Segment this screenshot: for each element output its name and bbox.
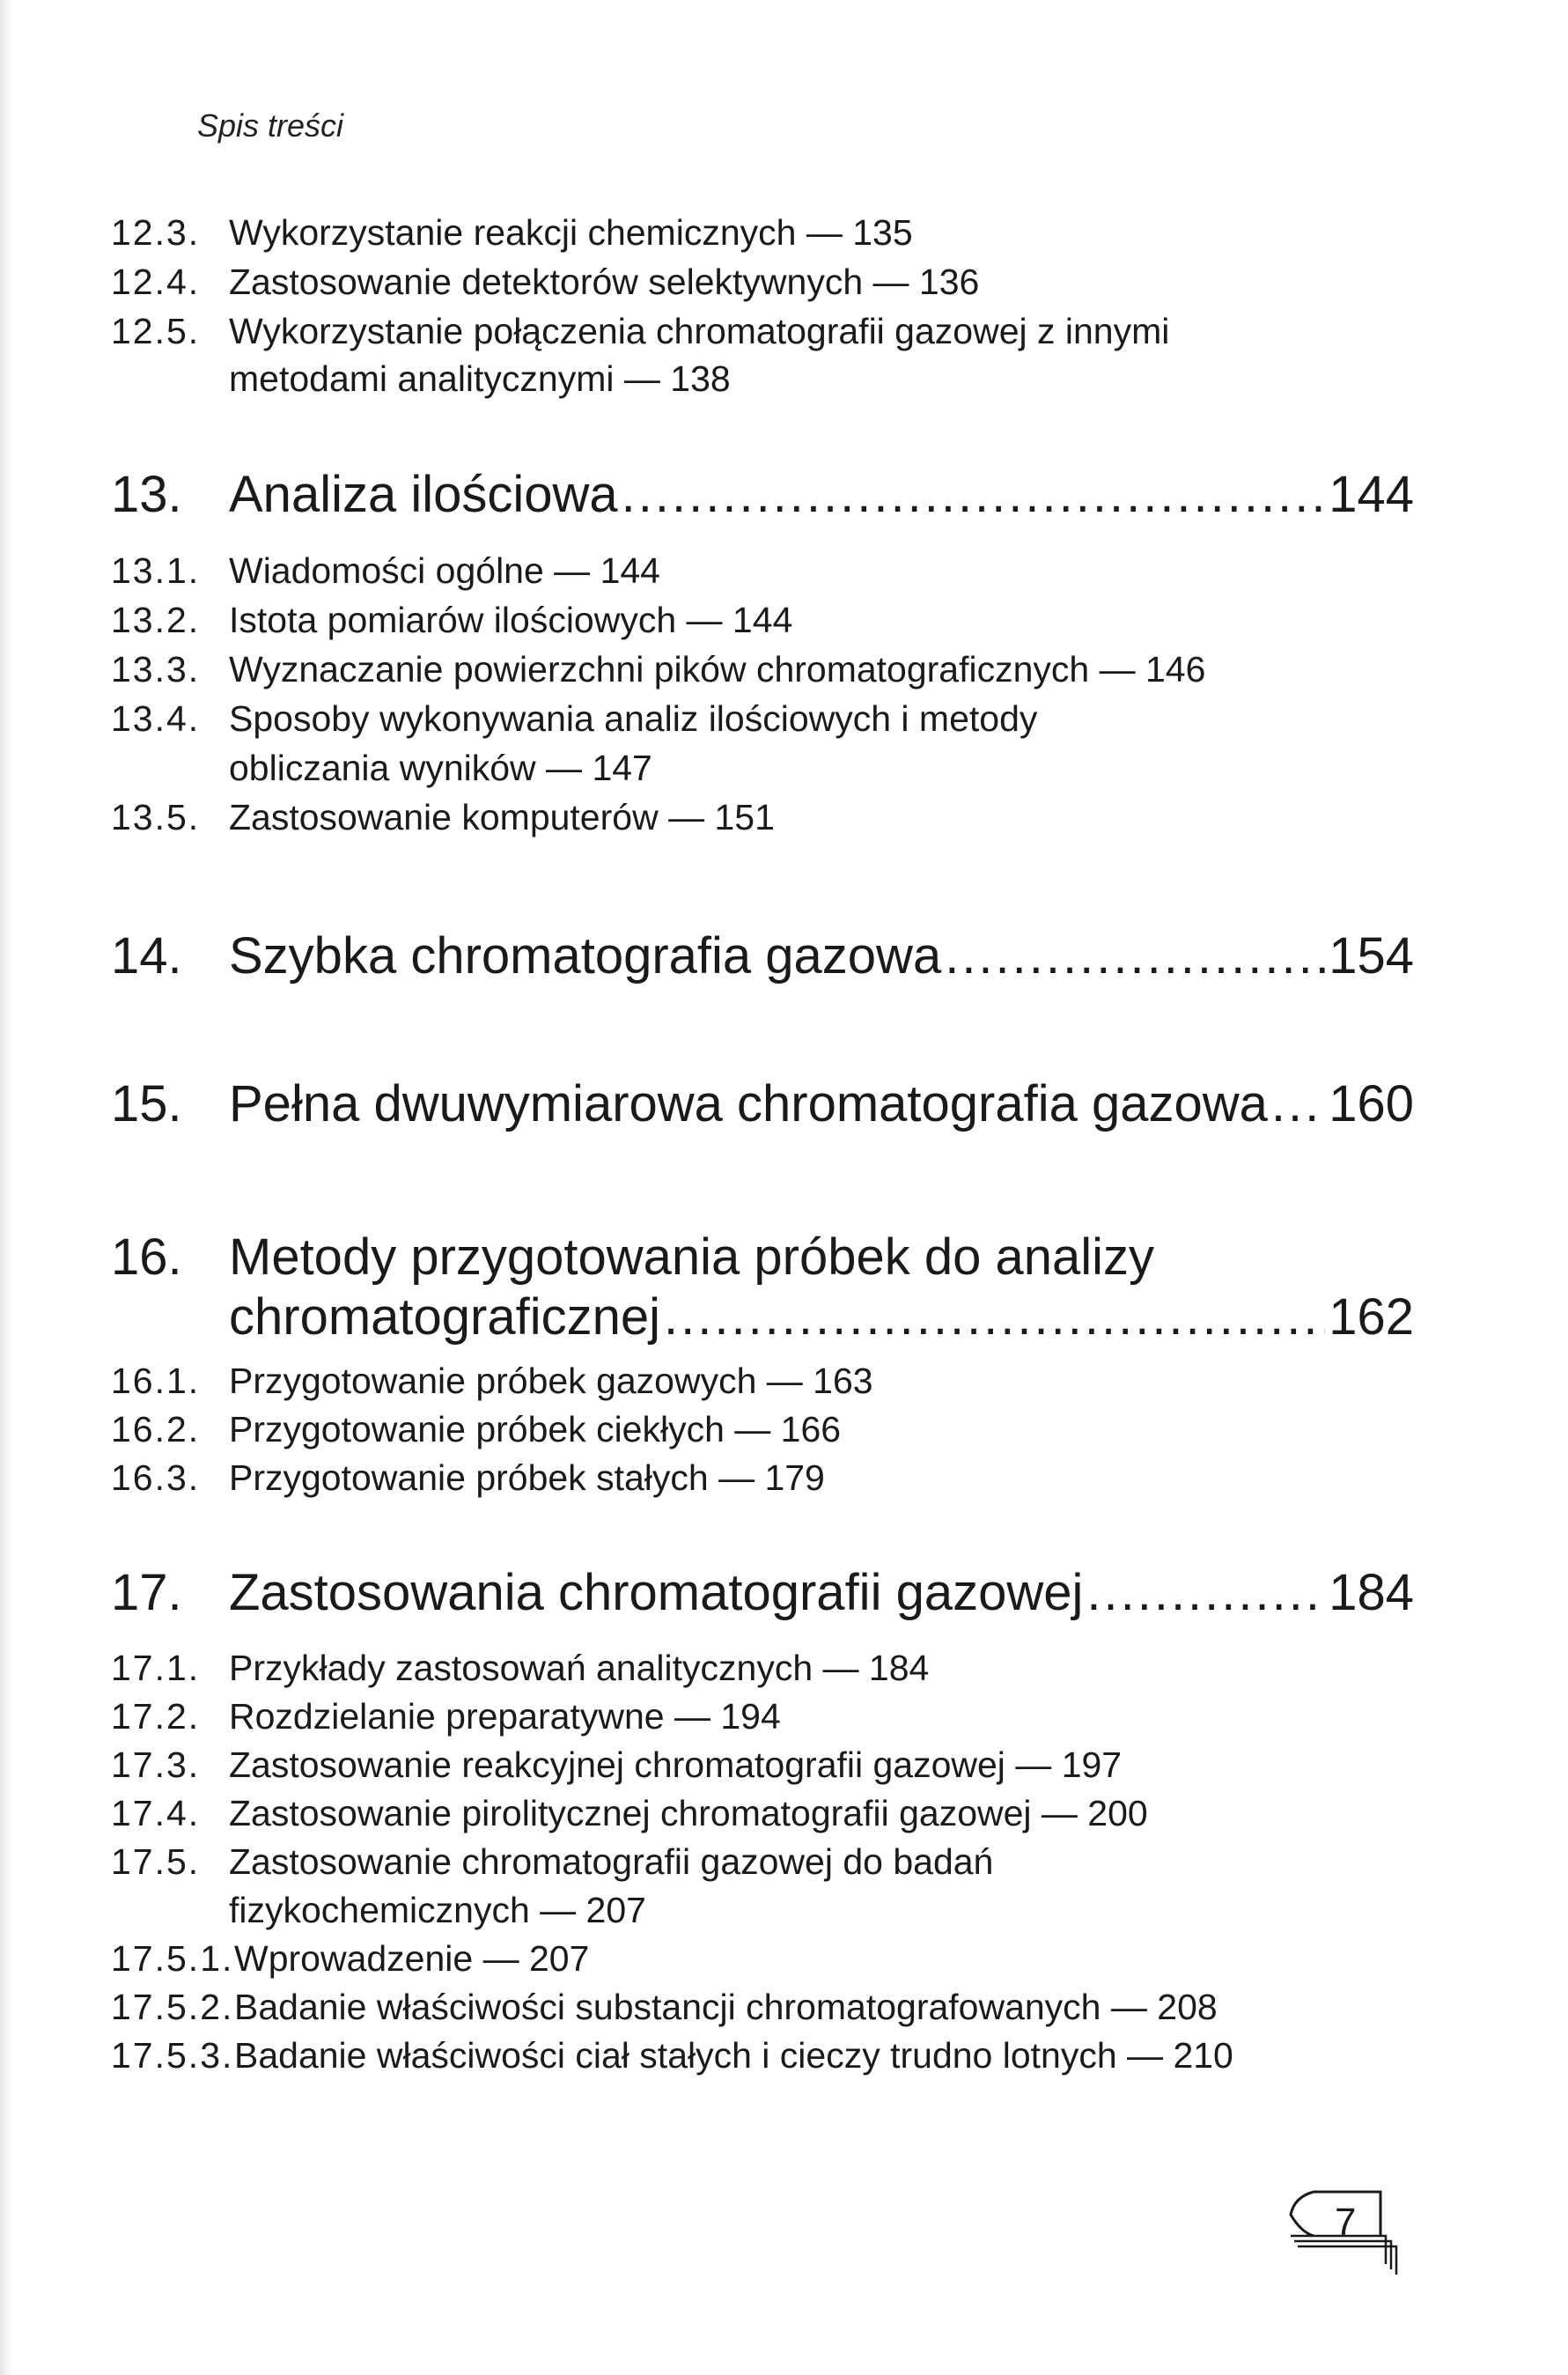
toc-entry-title-line-1: Sposoby wykonywania analiz ilościowych i metody	[229, 698, 1038, 739]
page-number-badge	[1285, 2188, 1409, 2276]
chapter-number: 16.	[111, 1228, 182, 1286]
chapter-page: 160	[1329, 1075, 1414, 1132]
toc-entry-title: Przykłady zastosowań analitycznych — 184	[229, 1648, 930, 1688]
scan-edge-shadow	[0, 0, 12, 2375]
toc-entry-number: 17.5.3.	[111, 2035, 234, 2076]
toc-entry-title: Wprowadzenie — 207	[234, 1938, 590, 1979]
toc-entry-number: 16.1.	[111, 1361, 201, 1401]
toc-entry-title-line-1: Zastosowanie chromatografii gazowej do badań	[229, 1841, 994, 1882]
chapter-title-line-2: chromatograficznej	[229, 1288, 660, 1346]
toc-entry-number: 17.5.2.	[111, 1987, 234, 2027]
chapter-page: 184	[1329, 1564, 1414, 1621]
toc-entry-title-line-1: Wykorzystanie połączenia chromatografii gazowej z innymi	[229, 311, 1170, 351]
toc-entry-number: 17.2.	[111, 1696, 201, 1737]
toc-entry-number: 13.3.	[111, 649, 201, 690]
toc-entry-number: 16.3.	[111, 1457, 201, 1498]
chapter-page: 162	[1329, 1288, 1414, 1346]
toc-entry-number: 17.1.	[111, 1648, 201, 1688]
chapter-title: Analiza ilościowa	[229, 466, 618, 523]
chapter-title-line-1: Metody przygotowania próbek do analizy	[229, 1228, 1155, 1286]
chapter-page: 144	[1329, 466, 1414, 523]
toc-entry-title: Badanie właściwości substancji chromatografowanych — 208	[234, 1987, 1218, 2027]
toc-entry-title: Istota pomiarów ilościowych — 144	[229, 600, 793, 640]
running-header: Spis treści	[197, 107, 344, 144]
toc-entry-number: 12.4.	[111, 262, 201, 302]
toc-entry-number: 12.3.	[111, 212, 201, 253]
chapter-number: 13.	[111, 466, 182, 523]
toc-entry-title: Przygotowanie próbek stałych — 179	[229, 1457, 825, 1498]
toc-entry-title: Zastosowanie pirolitycznej chromatografii gazowej — 200	[229, 1793, 1148, 1833]
toc-entry-title: Wiadomości ogólne — 144	[229, 550, 660, 591]
toc-entry-title: Rozdzielanie preparatywne — 194	[229, 1696, 781, 1737]
dot-leader	[622, 463, 1326, 527]
toc-entry-title: Wykorzystanie reakcji chemicznych — 135	[229, 212, 913, 253]
dot-leader	[1086, 1561, 1325, 1625]
toc-entry-number: 13.2.	[111, 600, 201, 640]
toc-entry-title: Przygotowanie próbek ciekłych — 166	[229, 1409, 842, 1449]
toc-entry-title: Zastosowanie reakcyjnej chromatografii gazowej — 197	[229, 1744, 1123, 1785]
toc-entry-title: Zastosowanie detektorów selektywnych — 136	[229, 262, 980, 302]
page-number: 7	[1335, 2201, 1357, 2244]
chapter-page: 154	[1329, 927, 1414, 985]
toc-entry-number: 17.3.	[111, 1744, 201, 1785]
toc-entry-number: 13.5.	[111, 797, 201, 837]
toc-entry-number: 12.5.	[111, 311, 201, 351]
toc-entry-title-line-2: fizykochemicznych — 207	[229, 1890, 646, 1930]
toc-entry-number: 16.2.	[111, 1409, 201, 1449]
dot-leader	[945, 925, 1325, 988]
toc-entry-title: Zastosowanie komputerów — 151	[229, 797, 775, 837]
toc-entry-title: Wyznaczanie powierzchni pików chromatograficznych — 146	[229, 649, 1206, 690]
toc-entry-number: 17.5.	[111, 1841, 201, 1882]
toc-entry-title: Przygotowanie próbek gazowych — 163	[229, 1361, 873, 1401]
toc-entry-title-line-2: obliczania wyników — 147	[229, 748, 652, 788]
toc-entry-number: 13.1.	[111, 550, 201, 591]
chapter-title: Zastosowania chromatografii gazowej	[229, 1564, 1084, 1621]
dot-leader	[1271, 1073, 1325, 1136]
toc-entry-title-line-2: metodami analitycznymi — 138	[229, 358, 731, 399]
toc-entry-number: 13.4.	[111, 698, 201, 739]
chapter-number: 14.	[111, 927, 182, 985]
dot-leader	[664, 1286, 1325, 1349]
chapter-title: Szybka chromatografia gazowa	[229, 927, 942, 985]
toc-entry-number: 17.4.	[111, 1793, 201, 1833]
chapter-number: 17.	[111, 1564, 182, 1621]
chapter-title: Pełna dwuwymiarowa chromatografia gazowa	[229, 1075, 1268, 1132]
chapter-number: 15.	[111, 1075, 182, 1132]
toc-entry-number: 17.5.1.	[111, 1938, 234, 1979]
toc-entry-title: Badanie właściwości ciał stałych i cieczy trudno lotnych — 210	[234, 2035, 1233, 2076]
